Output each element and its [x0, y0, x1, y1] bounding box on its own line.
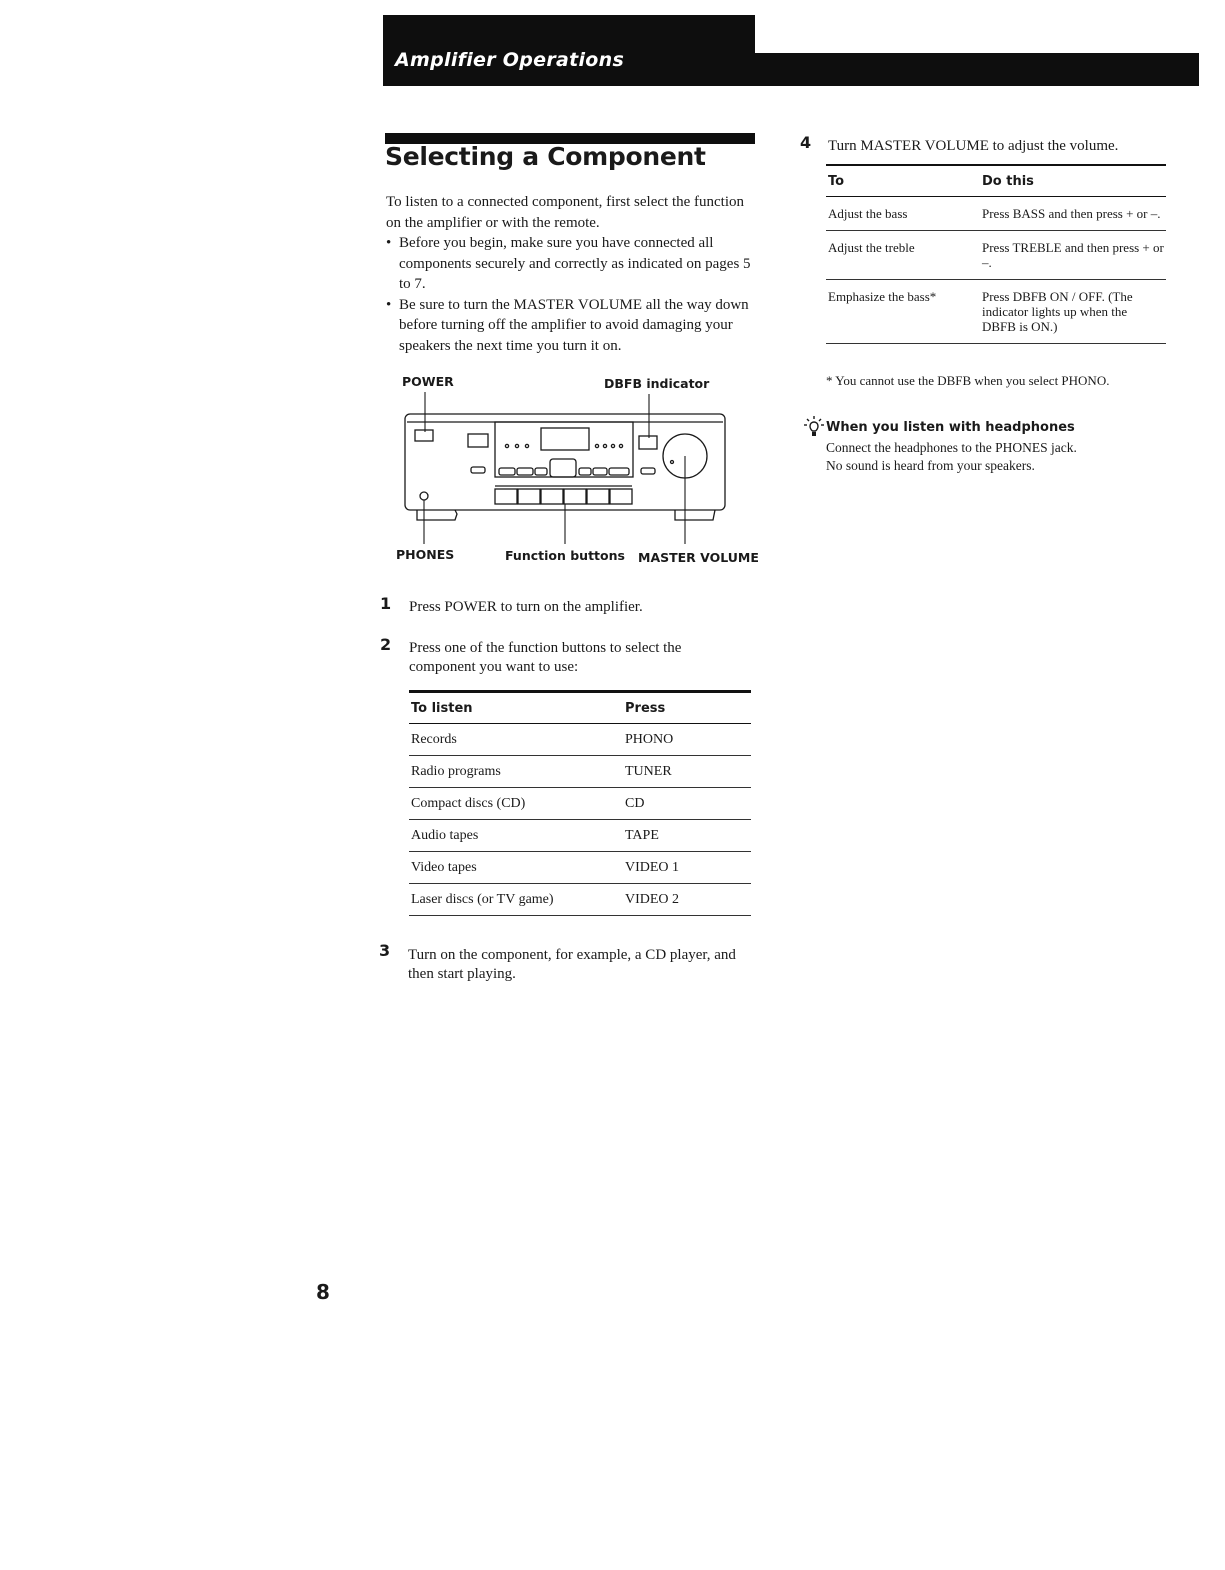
callout-function-buttons: Function buttons: [505, 548, 625, 563]
amplifier-front-panel-illustration: [395, 392, 735, 544]
display-window: [541, 428, 589, 450]
table-cell: Compact discs (CD): [409, 788, 623, 820]
step-text: Turn on the component, for example, a CD player, and then start playing.: [408, 947, 736, 982]
step-number: 1: [380, 594, 392, 613]
precaution-item: • Before you begin, make sure you have connected all components securely and correctly as indicated on pages 5 to 7.: [386, 235, 751, 292]
table-cell: Adjust the treble: [826, 231, 980, 280]
dbfb-indicator-lamp: [639, 436, 657, 449]
tip-line: No sound is heard from your speakers.: [826, 458, 1035, 473]
tip-line: Connect the headphones to the PHONES jack.: [826, 440, 1077, 455]
step-text: Press one of the function buttons to select the component you want to use:: [409, 640, 682, 675]
function-button: [541, 489, 563, 504]
left-button: [468, 434, 488, 447]
table-cell: Emphasize the bass*: [826, 280, 980, 344]
table-cell: Video tapes: [409, 852, 623, 884]
table-row: [826, 280, 1166, 344]
table-row: [826, 197, 1166, 231]
table-cell: Laser discs (or TV game): [409, 884, 623, 916]
table-cell: CD: [623, 788, 751, 820]
table-row: [409, 884, 751, 916]
table-cell: VIDEO 2: [623, 884, 751, 916]
chapter-title: Amplifier Operations: [395, 49, 625, 71]
table-cell: TAPE: [623, 820, 751, 852]
table-cell: Press BASS and then press + or –.: [980, 197, 1166, 231]
callout-dbfb-indicator: DBFB indicator: [604, 376, 710, 391]
step-number: 4: [800, 133, 812, 152]
table-row: [826, 231, 1166, 280]
tone-adjustment-table: [826, 164, 1166, 344]
table-row: [409, 756, 751, 788]
table-row: [409, 820, 751, 852]
table-row: [409, 852, 751, 884]
tip-text: [826, 439, 1077, 475]
table-row: [409, 724, 751, 756]
right-small-button: [641, 468, 655, 474]
column-header: To listen: [409, 692, 623, 724]
footnote: * You cannot use the DBFB when you select PHONO.: [826, 373, 1110, 388]
table-cell: Press TREBLE and then press + or –.: [980, 231, 1166, 280]
page-number: 8: [316, 1280, 330, 1304]
intro-paragraph: To listen to a connected component, first select the function on the amplifier or with the remote.: [386, 194, 745, 231]
table-header-row: [826, 165, 1166, 197]
function-button: [587, 489, 609, 504]
left-small-button: [471, 467, 485, 473]
step-number: 3: [379, 941, 391, 960]
right-foot: [675, 510, 715, 520]
power-button: [415, 430, 433, 441]
function-button: [518, 489, 540, 504]
step-text: Press POWER to turn on the amplifier.: [409, 599, 643, 615]
phones-jack: [420, 492, 428, 500]
lightbulb-icon: [804, 416, 824, 438]
table-cell: Audio tapes: [409, 820, 623, 852]
table-cell: Radio programs: [409, 756, 623, 788]
function-selection-table: [409, 690, 751, 916]
table-cell: Records: [409, 724, 623, 756]
column-header: Do this: [980, 165, 1166, 197]
table-cell: TUNER: [623, 756, 751, 788]
table-cell: Press DBFB ON / OFF. (The indicator lights up when the DBFB is ON.): [980, 280, 1166, 344]
function-button: [564, 489, 586, 504]
function-button: [495, 489, 517, 504]
tip-title: When you listen with headphones: [826, 420, 1075, 435]
step-text: Turn MASTER VOLUME to adjust the volume.: [828, 138, 1119, 154]
table-cell: Adjust the bass: [826, 197, 980, 231]
table-header-row: [409, 692, 751, 724]
table-cell: PHONO: [623, 724, 751, 756]
center-selector: [550, 459, 576, 477]
precaution-list: [386, 233, 761, 356]
callout-power: POWER: [402, 374, 454, 389]
table-row: [409, 788, 751, 820]
callout-phones: PHONES: [396, 547, 455, 562]
step-number: 2: [380, 635, 392, 654]
precaution-item: • Be sure to turn the MASTER VOLUME all the way down before turning off the amplifier to avoid damaging your speakers the next time you turn it on.: [386, 296, 749, 354]
column-header: To: [826, 165, 980, 197]
section-title: Selecting a Component: [385, 142, 706, 171]
column-header: Press: [623, 692, 751, 724]
function-button: [610, 489, 632, 504]
callout-master-volume: MASTER VOLUME: [638, 550, 759, 565]
table-cell: VIDEO 1: [623, 852, 751, 884]
left-foot: [417, 510, 457, 520]
